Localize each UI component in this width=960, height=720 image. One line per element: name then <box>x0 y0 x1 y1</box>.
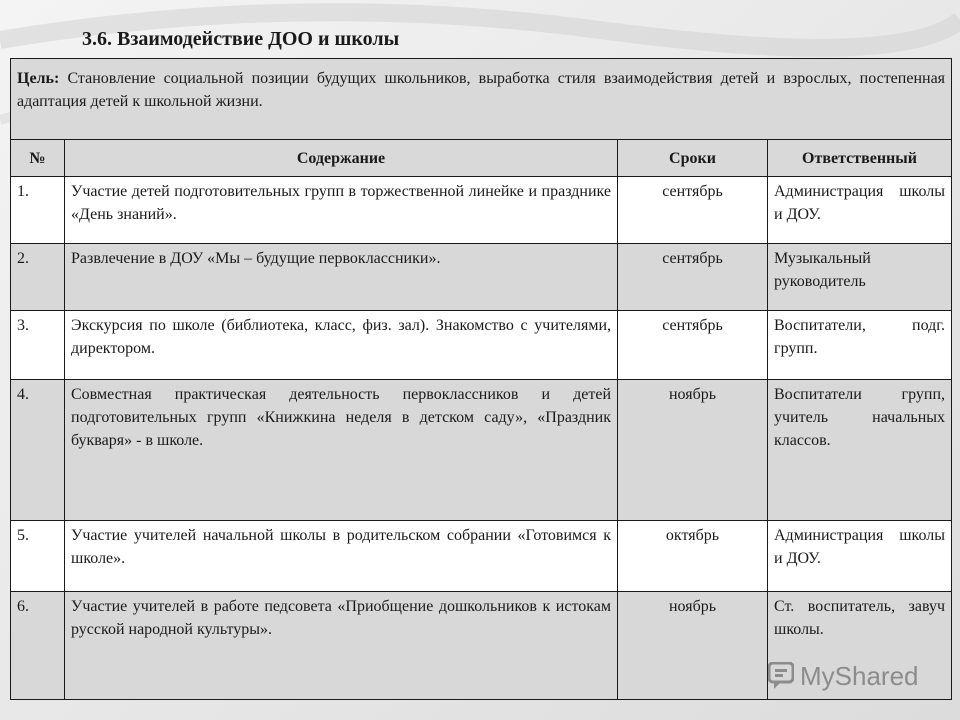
table-row <box>11 380 952 521</box>
row-content: Экскурсия по школе (библиотека, класс, физ. зал). Знакомство с учителями, директором. <box>65 311 618 380</box>
header-number: № <box>11 140 65 177</box>
header-responsible: Ответственный <box>768 140 952 177</box>
row-term: сентябрь <box>618 311 768 380</box>
goal-label: Цель: <box>17 70 60 87</box>
row-number: 3. <box>11 311 65 380</box>
row-responsible: Ст. воспитатель, завуч школы. <box>768 592 952 700</box>
row-number: 4. <box>11 380 65 521</box>
row-number: 6. <box>11 592 65 700</box>
table-row <box>11 311 952 380</box>
watermark <box>768 660 919 692</box>
row-number: 2. <box>11 244 65 311</box>
row-responsible: Воспитатели групп, учитель начальных классов. <box>768 380 952 521</box>
row-term: октябрь <box>618 521 768 592</box>
interaction-plan-table <box>10 58 952 700</box>
row-term: сентябрь <box>618 244 768 311</box>
row-responsible: Музыкальный руководитель <box>768 244 952 311</box>
row-term: сентябрь <box>618 177 768 244</box>
row-number: 5. <box>11 521 65 592</box>
row-term: ноябрь <box>618 380 768 521</box>
header-row <box>11 140 952 177</box>
goal-cell <box>11 59 952 140</box>
table-row <box>11 244 952 311</box>
row-content: Участие учителей в работе педсовета «Приобщение дошкольников к истокам русской народной культуры». <box>65 592 618 700</box>
goal-row <box>11 59 952 140</box>
table-row <box>11 177 952 244</box>
table-row <box>11 521 952 592</box>
watermark-text: MyShared <box>800 660 919 691</box>
row-number: 1. <box>11 177 65 244</box>
myshared-logo-icon <box>768 662 794 690</box>
row-content: Развлечение в ДОУ «Мы – будущие первоклассники». <box>65 244 618 311</box>
row-content: Совместная практическая деятельность первоклассников и детей подготовительных групп «Книжкина неделя в детском саду», «Праздник букваря» - в школе. <box>65 380 618 521</box>
row-term: ноябрь <box>618 592 768 700</box>
row-responsible: Администрация школы и ДОУ. <box>768 521 952 592</box>
page-title: 3.6. Взаимодействие ДОО и школы <box>82 28 400 50</box>
row-content: Участие детей подготовительных групп в торжественной линейке и празднике «День знаний». <box>65 177 618 244</box>
row-content: Участие учителей начальной школы в родительском собрании «Готовимся к школе». <box>65 521 618 592</box>
row-responsible: Воспитатели, подг. групп. <box>768 311 952 380</box>
row-responsible: Администрация школы и ДОУ. <box>768 177 952 244</box>
header-content: Содержание <box>65 140 618 177</box>
goal-text: Становление социальной позиции будущих школьников, выработка стиля взаимодействия детей и взрослых, постепенная адаптация детей к школьной жизни. <box>17 70 946 110</box>
header-terms: Сроки <box>618 140 768 177</box>
